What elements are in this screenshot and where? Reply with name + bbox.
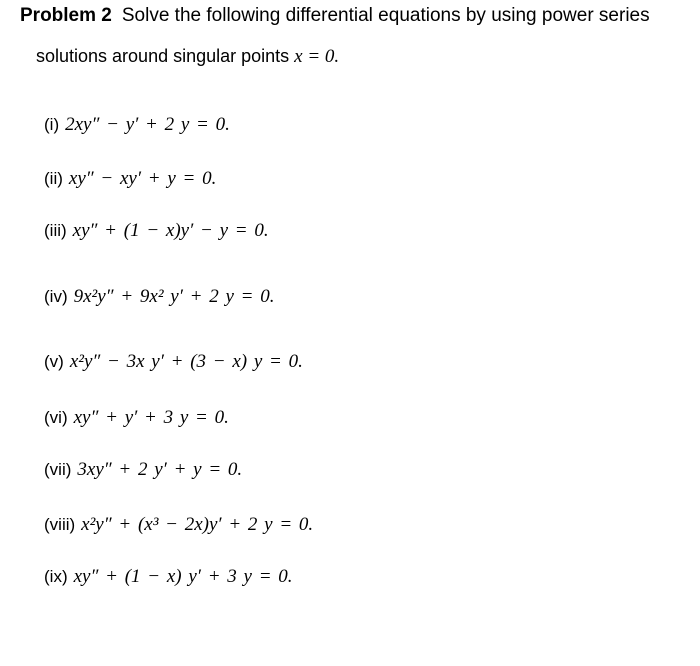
problem-item-equation: xy″ + (1 − x)y′ − y = 0. bbox=[72, 220, 269, 241]
problem-item-viii bbox=[44, 512, 313, 539]
problem-item-equation: 9x²y″ + 9x² y′ + 2 y = 0. bbox=[73, 286, 275, 307]
problem-item-label: (v) bbox=[44, 352, 64, 371]
problem-item-equation: x²y″ + (x³ − 2x)y′ + 2 y = 0. bbox=[81, 514, 314, 535]
problem-item-label: (ix) bbox=[44, 567, 68, 586]
problem-item-equation: x²y″ − 3x y′ + (3 − x) y = 0. bbox=[69, 351, 303, 372]
problem-item-label: (vii) bbox=[44, 460, 72, 479]
problem-item-iv bbox=[44, 284, 274, 311]
problem-item-label: (ii) bbox=[44, 169, 63, 188]
singular-point-condition: x = 0. bbox=[294, 46, 340, 67]
problem-item-vi bbox=[44, 405, 229, 432]
problem-heading bbox=[20, 4, 650, 28]
problem-intro-line1: Solve the following differential equations by using power series bbox=[121, 5, 650, 26]
problem-intro-line2-row bbox=[36, 44, 339, 69]
problem-item-label: (i) bbox=[44, 115, 60, 134]
problem-item-label: (iv) bbox=[44, 287, 68, 306]
problem-item-ix bbox=[44, 564, 293, 591]
problem-intro-line2: solutions around singular points bbox=[36, 46, 295, 66]
problem-item-label: (iii) bbox=[44, 221, 67, 240]
problem-item-equation: 2xy″ − y′ + 2 y = 0. bbox=[65, 114, 230, 135]
problem-label: Problem 2 bbox=[20, 5, 112, 26]
problem-item-i bbox=[44, 112, 230, 139]
problem-item-v bbox=[44, 349, 303, 376]
problem-item-vii bbox=[44, 457, 242, 484]
problem-item-equation: xy″ + y′ + 3 y = 0. bbox=[73, 407, 229, 428]
problem-item-label: (viii) bbox=[44, 515, 76, 534]
problem-item-ii bbox=[44, 166, 216, 193]
problem-item-iii bbox=[44, 218, 269, 245]
problem-item-equation: 3xy″ + 2 y′ + y = 0. bbox=[77, 459, 243, 480]
problem-item-equation: xy″ − xy′ + y = 0. bbox=[68, 168, 217, 189]
problem-item-equation: xy″ + (1 − x) y′ + 3 y = 0. bbox=[73, 566, 293, 587]
problem-item-label: (vi) bbox=[44, 408, 68, 427]
